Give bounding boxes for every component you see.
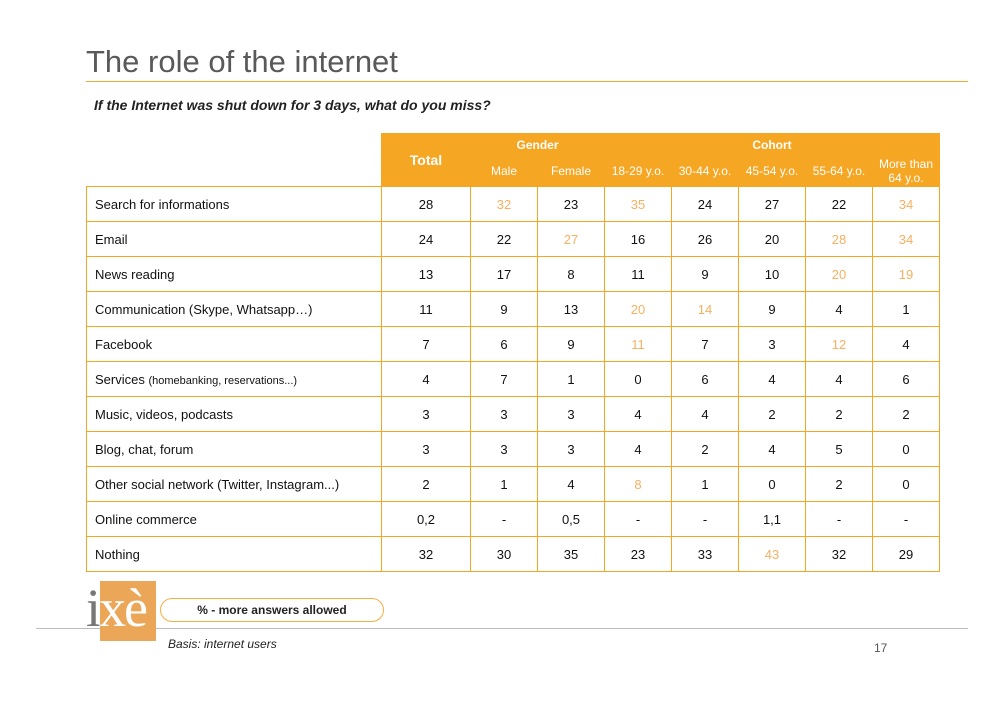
- basis-text: Basis: internet users: [168, 637, 277, 651]
- cell-value: 5: [806, 432, 873, 467]
- row-label: [87, 222, 382, 257]
- cell-value: -: [605, 502, 672, 537]
- table-row: [87, 432, 940, 467]
- cell-value: 6: [672, 362, 739, 397]
- note-badge: % - more answers allowed: [160, 598, 384, 622]
- question-text: If the Internet was shut down for 3 days, what do you miss?: [94, 97, 491, 113]
- cell-value: 9: [739, 292, 806, 327]
- row-label-text: News reading: [95, 266, 175, 282]
- cell-value: 13: [538, 292, 605, 327]
- table-row: [87, 257, 940, 292]
- cell-value: 8: [605, 467, 672, 502]
- header-total: Total: [382, 134, 471, 187]
- cell-value: 33: [672, 537, 739, 572]
- cell-value: 29: [873, 537, 940, 572]
- row-label: [87, 502, 382, 537]
- header-cohort: Cohort: [605, 134, 940, 156]
- cell-value: 0: [873, 432, 940, 467]
- cell-value: -: [873, 502, 940, 537]
- cell-value: 4: [806, 292, 873, 327]
- cell-value: 7: [672, 327, 739, 362]
- row-label-text: Search for informations: [95, 196, 230, 212]
- header-col: Female: [538, 156, 605, 187]
- table-row: [87, 292, 940, 327]
- cell-value: 32: [471, 187, 538, 222]
- row-label-text: Online commerce: [95, 511, 197, 527]
- cell-value: 3: [382, 432, 471, 467]
- row-label: [87, 537, 382, 572]
- cell-value: 11: [605, 257, 672, 292]
- row-label: [87, 257, 382, 292]
- cell-value: 9: [471, 292, 538, 327]
- row-label: [87, 362, 382, 397]
- cell-value: 20: [605, 292, 672, 327]
- table-row: [87, 537, 940, 572]
- cell-value: 22: [806, 187, 873, 222]
- page-number: 17: [874, 641, 888, 655]
- cell-value: 3: [471, 432, 538, 467]
- cell-value: 4: [739, 432, 806, 467]
- cell-value: 3: [471, 397, 538, 432]
- cell-value: 8: [538, 257, 605, 292]
- cell-value: 0,2: [382, 502, 471, 537]
- cell-value: 4: [806, 362, 873, 397]
- cell-value: -: [471, 502, 538, 537]
- cell-value: 0: [873, 467, 940, 502]
- cell-value: 0: [605, 362, 672, 397]
- cell-value: 0: [739, 467, 806, 502]
- cell-value: 1: [471, 467, 538, 502]
- cell-value: 4: [873, 327, 940, 362]
- cell-value: 26: [672, 222, 739, 257]
- cell-value: 27: [739, 187, 806, 222]
- row-label: [87, 187, 382, 222]
- cell-value: 24: [382, 222, 471, 257]
- header-gender: Gender: [471, 134, 605, 156]
- cell-value: 3: [382, 397, 471, 432]
- row-label-text: Communication (Skype, Whatsapp…): [95, 301, 313, 317]
- table-row: [87, 502, 940, 537]
- cell-value: 9: [538, 327, 605, 362]
- cell-value: 4: [538, 467, 605, 502]
- cell-value: 3: [538, 397, 605, 432]
- cell-value: 10: [739, 257, 806, 292]
- cell-value: 12: [806, 327, 873, 362]
- cell-value: 34: [873, 187, 940, 222]
- table-row: [87, 187, 940, 222]
- header-col: 45-54 y.o.: [739, 156, 806, 187]
- cell-value: 16: [605, 222, 672, 257]
- row-label-text: Email: [95, 231, 128, 247]
- cell-value: 35: [538, 537, 605, 572]
- cell-value: 30: [471, 537, 538, 572]
- cell-value: 7: [382, 327, 471, 362]
- row-label: [87, 327, 382, 362]
- cell-value: 28: [382, 187, 471, 222]
- row-label-text: Blog, chat, forum: [95, 441, 194, 457]
- row-label-text: Nothing: [95, 546, 140, 562]
- cell-value: 34: [873, 222, 940, 257]
- cell-value: 3: [538, 432, 605, 467]
- header-col: 55-64 y.o.: [806, 156, 873, 187]
- cell-value: 1: [873, 292, 940, 327]
- cell-value: 4: [605, 397, 672, 432]
- table-row: [87, 397, 940, 432]
- row-label-text: Facebook: [95, 336, 153, 352]
- cell-value: 7: [471, 362, 538, 397]
- cell-value: 24: [672, 187, 739, 222]
- cell-value: 35: [605, 187, 672, 222]
- cell-value: 19: [873, 257, 940, 292]
- cell-value: 22: [471, 222, 538, 257]
- cell-value: 4: [382, 362, 471, 397]
- footer-divider: [36, 628, 968, 629]
- cell-value: 20: [739, 222, 806, 257]
- cell-value: 11: [382, 292, 471, 327]
- cell-value: 1: [538, 362, 605, 397]
- cell-value: 2: [739, 397, 806, 432]
- header-col: Male: [471, 156, 538, 187]
- row-label-text: Services: [95, 371, 145, 387]
- cell-value: 4: [605, 432, 672, 467]
- cell-value: 4: [739, 362, 806, 397]
- cell-value: 27: [538, 222, 605, 257]
- cell-value: -: [806, 502, 873, 537]
- table-row: [87, 327, 940, 362]
- cell-value: 1: [672, 467, 739, 502]
- cell-value: 32: [806, 537, 873, 572]
- cell-value: 1,1: [739, 502, 806, 537]
- cell-value: 0,5: [538, 502, 605, 537]
- row-label: [87, 432, 382, 467]
- cell-value: 32: [382, 537, 471, 572]
- header-col: 30-44 y.o.: [672, 156, 739, 187]
- row-label-text: Music, videos, podcasts: [95, 406, 234, 422]
- cell-value: 14: [672, 292, 739, 327]
- results-table: [86, 133, 940, 572]
- cell-value: 6: [471, 327, 538, 362]
- cell-value: -: [672, 502, 739, 537]
- cell-value: 11: [605, 327, 672, 362]
- cell-value: 2: [806, 397, 873, 432]
- cell-value: 9: [672, 257, 739, 292]
- cell-value: 28: [806, 222, 873, 257]
- row-label-text: Other social network (Twitter, Instagram...): [95, 476, 340, 492]
- cell-value: 23: [538, 187, 605, 222]
- table-row: [87, 362, 940, 397]
- table-row: [87, 222, 940, 257]
- cell-value: 17: [471, 257, 538, 292]
- cell-value: 6: [873, 362, 940, 397]
- header-col: 18-29 y.o.: [605, 156, 672, 187]
- cell-value: 2: [873, 397, 940, 432]
- header-empty: [87, 134, 382, 187]
- table-row: [87, 467, 940, 502]
- row-label-detail: (homebanking, reservations...): [148, 374, 298, 387]
- row-label: [87, 397, 382, 432]
- cell-value: 2: [806, 467, 873, 502]
- ixe-logo: ixè: [86, 581, 156, 641]
- cell-value: 3: [739, 327, 806, 362]
- cell-value: 13: [382, 257, 471, 292]
- cell-value: 20: [806, 257, 873, 292]
- cell-value: 4: [672, 397, 739, 432]
- header-col: More than 64 y.o.: [873, 156, 940, 187]
- cell-value: 2: [382, 467, 471, 502]
- slide-title: The role of the internet: [86, 44, 398, 79]
- row-label: [87, 467, 382, 502]
- cell-value: 23: [605, 537, 672, 572]
- title-divider: [86, 81, 968, 82]
- cell-value: 43: [739, 537, 806, 572]
- row-label: [87, 292, 382, 327]
- cell-value: 2: [672, 432, 739, 467]
